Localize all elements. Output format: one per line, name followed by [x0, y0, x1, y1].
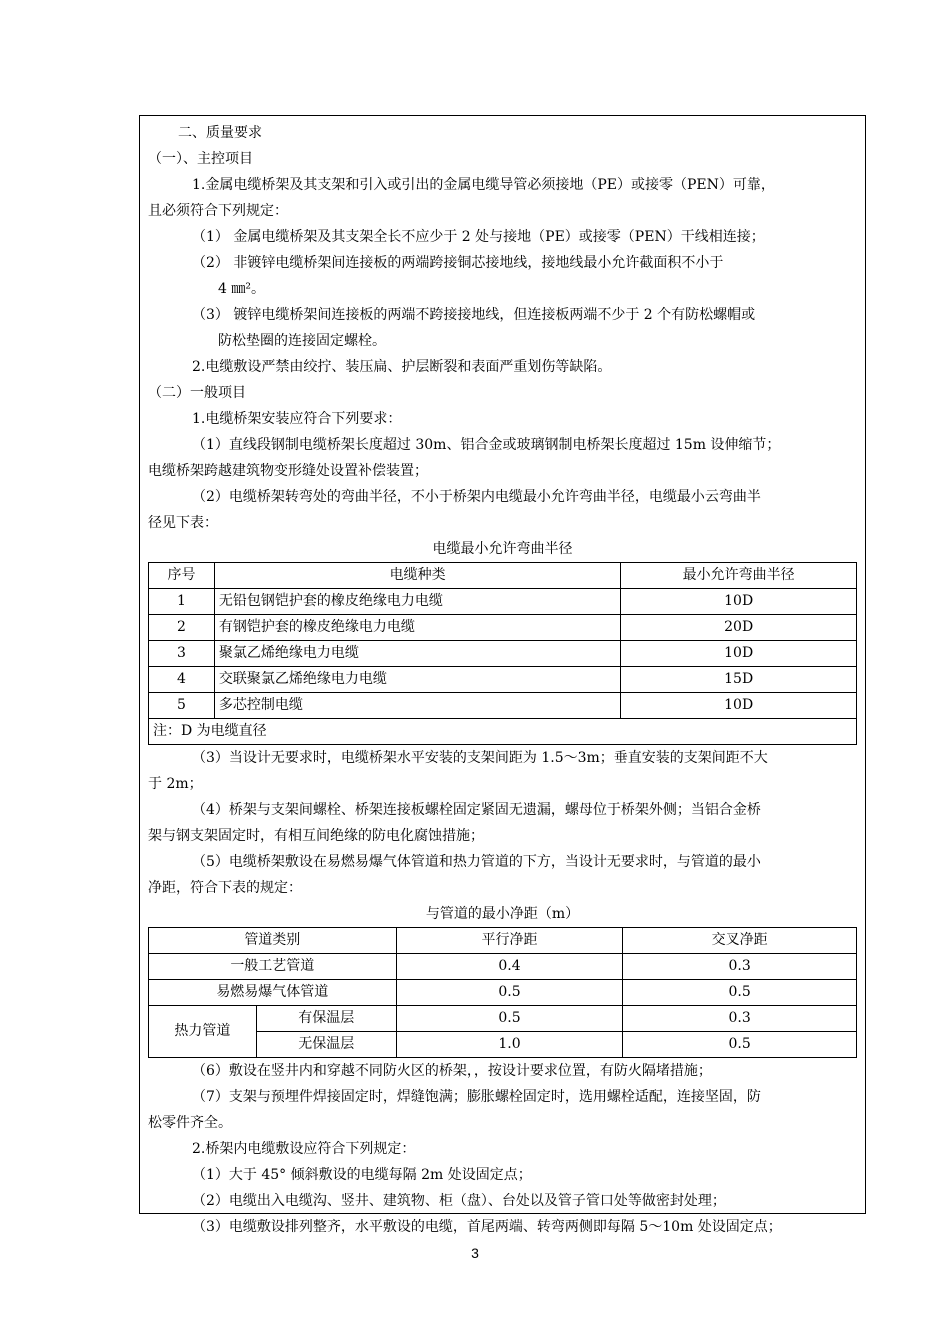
text-line: （2）电缆桥架转弯处的弯曲半径，不小于桥架内电缆最小允许弯曲半径，电缆最小云弯曲半: [192, 489, 761, 505]
text-line: 架与钢支架固定时，有相互间绝缘的防电化腐蚀措施；: [148, 828, 484, 844]
cell-pipe: 易燃易爆气体管道: [149, 980, 397, 1006]
cell-cable-type: 聚氯乙烯绝缘电力电缆: [214, 641, 620, 667]
table-header-row: [149, 928, 857, 954]
pipe-distance-table: [148, 927, 857, 1058]
header-min-radius: 最小允许弯曲半径: [621, 563, 857, 589]
table-row: [149, 954, 857, 980]
cell-cable-type: 交联聚氯乙烯绝缘电力电缆: [214, 667, 620, 693]
text-line: （3）当设计无要求时，电缆桥架水平安装的支架间距为 1.5～3m；垂直安装的支架间距不大: [192, 750, 768, 766]
bend-radius-table: [148, 562, 857, 745]
table-row: [149, 980, 857, 1006]
table-row: [149, 667, 857, 693]
text-line: （2）电缆出入电缆沟、竖井、建筑物、柜（盘）、台处以及管子管口处等做密封处理；: [192, 1193, 726, 1209]
text-line: （3） 镀锌电缆桥架间连接板的两端不跨接接地线，但连接板两端不少于 2 个有防松螺帽或: [192, 307, 756, 323]
cell-min-radius: 10D: [621, 641, 857, 667]
text-line: （3）电缆敷设排列整齐，水平敷设的电缆，首尾两端、转弯两侧即每隔 5～10m 处设固定点；: [192, 1219, 782, 1235]
cell-index: 5: [149, 693, 215, 719]
table-header-row: [149, 563, 857, 589]
cell-cross: 0.5: [623, 980, 857, 1006]
cell-index: 2: [149, 615, 215, 641]
text-line: （7）支架与预埋件焊接固定时，焊缝饱满；膨胀螺栓固定时，选用螺栓适配，连接坚固，防: [192, 1089, 761, 1105]
cell-parallel: 0.5: [396, 980, 623, 1006]
section-mid: [148, 745, 857, 901]
page-number: 3: [471, 1245, 479, 1261]
cell-cable-type: 多芯控制电缆: [214, 693, 620, 719]
table-note-row: [149, 719, 857, 745]
text-line: 径见下表：: [148, 515, 218, 531]
text-line: （1） 金属电缆桥架及其支架全长不应少于 2 处与接地（PE）或接零（PEN）干线相连接；: [192, 229, 765, 245]
table-row: [149, 693, 857, 719]
section-bottom: [148, 1058, 857, 1240]
cell-cross: 0.3: [623, 954, 857, 980]
section-top: [148, 120, 857, 536]
cell-sub-pipe: 有保温层: [256, 1006, 396, 1032]
table-row: [149, 641, 857, 667]
table-note: 注：D 为电缆直径: [149, 719, 857, 745]
cell-parallel: 0.5: [396, 1006, 623, 1032]
text-line: （1）直线段钢制电缆桥架长度超过 30m、铝合金或玻璃钢制电桥架长度超过 15m 设伸缩节；: [192, 437, 781, 453]
text-line: 松零件齐全。: [148, 1115, 232, 1131]
cell-cross: 0.3: [623, 1006, 857, 1032]
text-line: （一）、主控项目: [148, 151, 253, 167]
cell-sub-pipe: 无保温层: [256, 1032, 396, 1058]
cell-index: 3: [149, 641, 215, 667]
text-line: （5）电缆桥架敷设在易燃易爆气体管道和热力管道的下方，当设计无要求时，与管道的最小: [192, 854, 761, 870]
cell-group-heat-pipe: 热力管道: [149, 1006, 257, 1058]
text-line: 2.桥架内电缆敷设应符合下列规定：: [192, 1141, 416, 1157]
header-parallel: 平行净距: [396, 928, 623, 954]
text-line: 1.金属电缆桥架及其支架和引入或引出的金属电缆导管必须接地（PE）或接零（PEN）可靠，: [192, 177, 775, 193]
cell-index: 1: [149, 589, 215, 615]
text-line: 1.电缆桥架安装应符合下列要求：: [192, 411, 402, 427]
cell-cross: 0.5: [623, 1032, 857, 1058]
text-line: 净距，符合下表的规定：: [148, 880, 302, 896]
header-index: 序号: [149, 563, 215, 589]
cell-index: 4: [149, 667, 215, 693]
table2-caption: 与管道的最小净距（m）: [425, 906, 580, 922]
text-line: 4 ㎜²。: [218, 281, 265, 297]
header-cable-type: 电缆种类: [214, 563, 620, 589]
cell-pipe: 一般工艺管道: [149, 954, 397, 980]
cell-min-radius: 20D: [621, 615, 857, 641]
cell-cable-type: 无铅包钢铠护套的橡皮绝缘电力电缆: [214, 589, 620, 615]
table-row: [149, 1006, 857, 1032]
cell-parallel: 1.0: [396, 1032, 623, 1058]
cell-cable-type: 有钢铠护套的橡皮绝缘电力电缆: [214, 615, 620, 641]
text-line: （6）敷设在竖井内和穿越不同防火区的桥架，，按设计要求位置，有防火隔堵措施；: [192, 1063, 712, 1079]
text-line: （2） 非镀锌电缆桥架间连接板的两端跨接铜芯接地线，接地线最小允许截面积不小于: [192, 255, 724, 271]
text-line: （4）桥架与支架间螺栓、桥架连接板螺栓固定紧固无遗漏，螺母位于桥架外侧；当铝合金桥: [192, 802, 761, 818]
cell-parallel: 0.4: [396, 954, 623, 980]
text-line: 电缆桥架跨越建筑物变形缝处设置补偿装置；: [148, 463, 428, 479]
text-line: （二）一般项目: [148, 385, 246, 401]
text-line: （1）大于 45° 倾斜敷设的电缆每隔 2m 处设固定点；: [192, 1167, 532, 1183]
cell-min-radius: 10D: [621, 693, 857, 719]
text-line: 2.电缆敷设严禁由绞拧、装压扁、护层断裂和表面严重划伤等缺陷。: [192, 359, 612, 375]
cell-min-radius: 10D: [621, 589, 857, 615]
header-pipe-type: 管道类别: [149, 928, 397, 954]
document-frame: [139, 115, 866, 1235]
cell-min-radius: 15D: [621, 667, 857, 693]
text-line: 二、质量要求: [178, 125, 262, 141]
table1-caption: 电缆最小允许弯曲半径: [432, 541, 573, 557]
text-line: 防松垫圈的连接固定螺栓。: [218, 333, 386, 349]
text-line: 且必须符合下列规定：: [148, 203, 288, 219]
table-row: [149, 615, 857, 641]
table-row: [149, 589, 857, 615]
header-cross: 交叉净距: [623, 928, 857, 954]
text-line: 于 2m；: [148, 776, 203, 792]
